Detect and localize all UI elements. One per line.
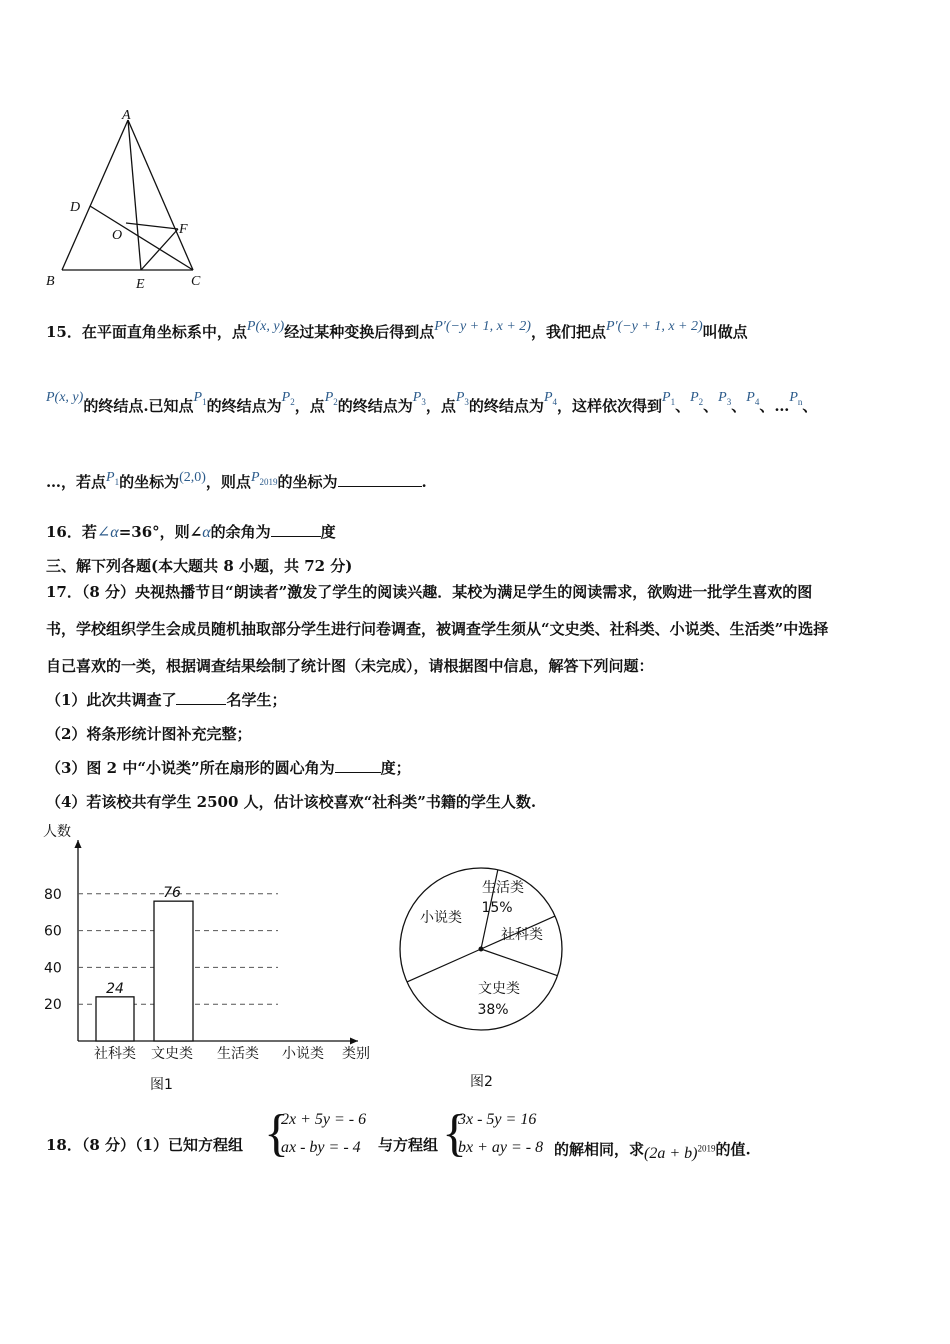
q15-line3: …，若点$P_1$的坐标为(2,0)，则点$P_{2019}$的坐标为 .: [46, 470, 427, 491]
q18-label: 18．（8 分）（1）已知方程组: [46, 1136, 243, 1154]
pie-percent-0: 15%: [481, 900, 513, 916]
x-axis-label: 类别: [342, 1046, 370, 1062]
sys2-row1: 3x - 5y = 16: [458, 1111, 537, 1128]
q17-line2: 书，学校组织学生会成员随机抽取部分学生进行问卷调查，被调查学生须从“文史类、社科类、小说类、生活类”中选择: [46, 620, 829, 638]
x-tick-3: 小说类: [282, 1046, 324, 1062]
bar-0: [96, 997, 134, 1041]
pie-chart-caption: 图2: [470, 1074, 493, 1090]
y-tick-20: 20: [44, 997, 62, 1014]
label-f: F: [179, 222, 188, 237]
y-axis-label: 人数: [43, 824, 71, 840]
y-tick-80: 80: [44, 886, 62, 903]
y-tick-40: 40: [44, 960, 62, 977]
bar-label-0: 24: [106, 980, 124, 997]
y-tick-60: 60: [44, 923, 62, 940]
pie-label-2: 文史类: [478, 981, 520, 997]
pie-label-0: 生活类: [482, 880, 524, 896]
q15-answer-blank[interactable]: [338, 472, 422, 487]
q17-part3: （3）图 2 中“小说类”所在扇形的圆心角为 度；: [46, 759, 411, 777]
segment-of: [126, 223, 178, 229]
label-c: C: [191, 274, 201, 289]
sys2-brace: {: [442, 1105, 467, 1162]
bar-label-1: 76: [163, 885, 181, 902]
q17-part1-blank[interactable]: [176, 690, 226, 705]
x-tick-1: 文史类: [151, 1046, 193, 1062]
segment-ae: [128, 120, 141, 270]
pie-label-3: 小说类: [420, 910, 462, 926]
q17-part1: （1）此次共调查了 名学生；: [46, 691, 287, 709]
q17-line1: 17．（8 分）央视热播节目“朗读者”激发了学生的阅读兴趣．某校为满足学生的阅读需求，欲购进一批学生喜欢的图: [46, 583, 813, 601]
q17-line3: 自己喜欢的一类，根据调查结果绘制了统计图（未完成），请根据图中信息，解答下列问题：: [46, 657, 654, 675]
bar-chart-caption: 图1: [150, 1077, 173, 1093]
q16-answer-blank[interactable]: [271, 522, 321, 537]
pie-chart: [395, 862, 575, 1040]
triangle-figure: [40, 105, 220, 295]
bar-chart: [40, 818, 385, 1076]
label-o: O: [112, 228, 123, 243]
q17-part2: （2）将条形统计图补充完整；: [46, 725, 252, 743]
label-d: D: [70, 200, 81, 215]
bar-1: [154, 901, 193, 1041]
x-tick-0: 社科类: [94, 1046, 136, 1062]
q15-line2: P(x, y)的终结点.已知点$P_1$的终结点为$P_2$，点$P_2$的终结点为$P_3$，点$P_3$的终结点为$P_4$，这样依次得到$P_1$、$P_2$、$P_3$、$P_4$、$\dots P_n$、: [46, 390, 818, 415]
q17-part4: （4）若该校共有学生 2500 人，估计该校喜欢“社科类”书籍的学生人数.: [46, 793, 537, 811]
sys1-row2: ax - by = - 4: [281, 1139, 361, 1156]
sys1-row1: 2x + 5y = - 6: [281, 1111, 367, 1128]
sys2-row2: bx + ay = - 8: [458, 1139, 544, 1156]
pie-boundary-3: [407, 949, 481, 982]
sys1-brace: {: [264, 1105, 289, 1162]
segment-ef: [141, 229, 178, 270]
q18-tail: 的解相同，求$(2a + b)^{2019}$的值.: [554, 1140, 751, 1163]
pie-boundary-2: [481, 949, 557, 976]
side-ab: [62, 120, 128, 270]
q15-line1: 15．在平面直角坐标系中，点P(x, y)经过某种变换后得到点P′(−y + 1, x + 2)，我们把点P′(−y + 1, x + 2)叫做点: [46, 319, 748, 341]
pie-percent-2: 38%: [477, 1002, 509, 1018]
label-e: E: [136, 277, 145, 292]
q18-mid: 与方程组: [378, 1136, 439, 1154]
label-b: B: [46, 274, 55, 289]
segment-dc: [90, 206, 193, 270]
pie-label-1: 社科类: [501, 927, 543, 943]
x-tick-2: 生活类: [217, 1046, 259, 1062]
q16-line: 16．若∠α=36°，则∠α的余角为 度: [46, 523, 336, 541]
pie-center: [479, 947, 484, 952]
section3-heading: 三、解下列各题(本大题共 8 小题，共 72 分): [46, 557, 353, 575]
q17-part3-blank[interactable]: [335, 758, 381, 773]
label-a: A: [122, 108, 131, 123]
